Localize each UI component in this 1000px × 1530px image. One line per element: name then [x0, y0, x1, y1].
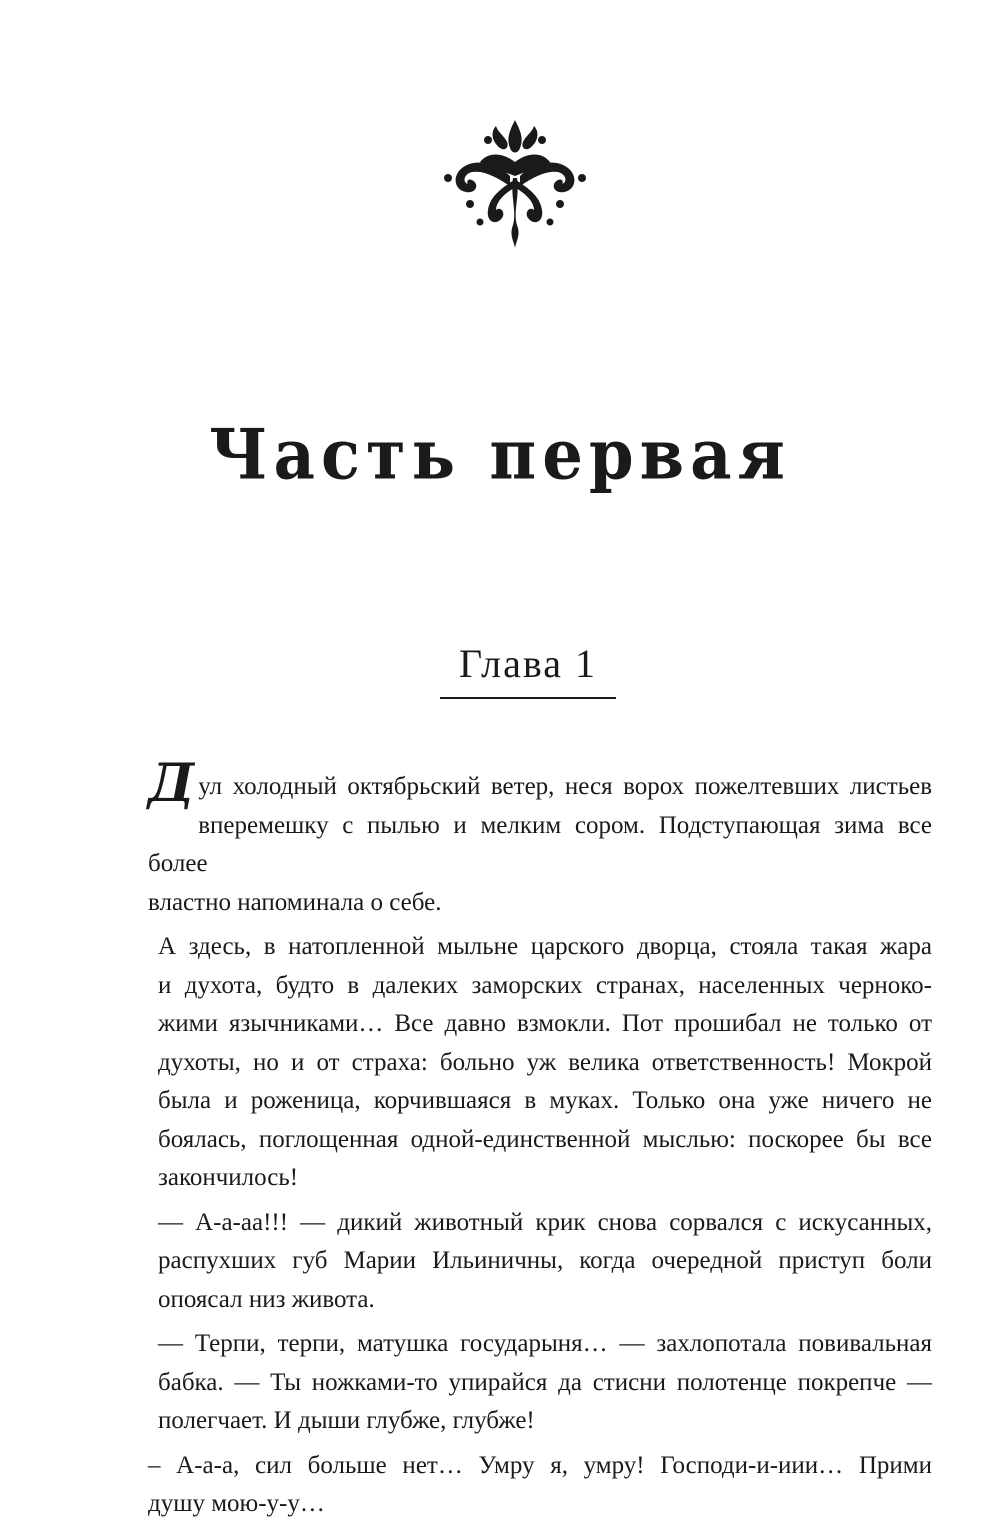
paragraph	[148, 928, 932, 1198]
text-line: – А-а-а, сил больше нет… Умру я, умру! Господи-и-иии… Прими	[148, 1451, 932, 1479]
paragraph	[148, 1204, 932, 1320]
text-line: бабка. — Ты ножками-то упирайся да стисни полотенце покрепче —	[158, 1368, 932, 1396]
part-title: Часть первая	[209, 415, 791, 496]
text-line: была и роженица, корчившаяся в муках. Только она уже ничего не	[158, 1087, 932, 1114]
paragraph	[148, 1325, 932, 1441]
text-line: опоясал низ живота.	[158, 1285, 375, 1313]
text-line: властно напоминала о себе.	[148, 888, 442, 916]
paragraph	[148, 753, 932, 922]
chapter-title: Глава 1	[440, 640, 616, 699]
paragraph	[148, 1447, 932, 1524]
text-line: ул холодный октябрьский ветер, неся ворох пожелтевших листьев	[198, 773, 932, 800]
chapter-body	[148, 753, 932, 1530]
text-line: жими язычниками… Все давно взмокли. Пот прошибал не только от	[158, 1010, 932, 1037]
text-line: боялась, поглощенная одной-единственной мыслью: поскорее бы все	[158, 1125, 932, 1153]
text-line: закончилось!	[158, 1164, 299, 1191]
text-line: распухших губ Марии Ильиничны, когда очередной приступ боли	[158, 1247, 932, 1274]
text-line: духоты, но и от страха: больно уж велика ответственность! Мокрой	[158, 1048, 932, 1076]
drop-cap: Д	[148, 753, 195, 814]
floral-ornament-icon	[440, 118, 590, 250]
text-line: вперемешку с пылью и мелким сором. Подступающая зима все более	[148, 811, 932, 877]
text-line: А здесь, в натопленной мыльне царского дворца, стояла такая жара	[158, 933, 932, 960]
text-line: — А-а-аа!!! — дикий животный крик снова сорвался с искусанных,	[158, 1208, 932, 1236]
text-line: полегчает. И дыши глубже, глубже!	[158, 1407, 535, 1434]
text-line: — Терпи, терпи, матушка государыня… — захлопотала повивальная	[158, 1330, 932, 1357]
text-line: душу мою-у-у…	[148, 1490, 325, 1517]
text-line: и духота, будто в далеких заморских странах, населенных черноко-	[158, 971, 932, 999]
